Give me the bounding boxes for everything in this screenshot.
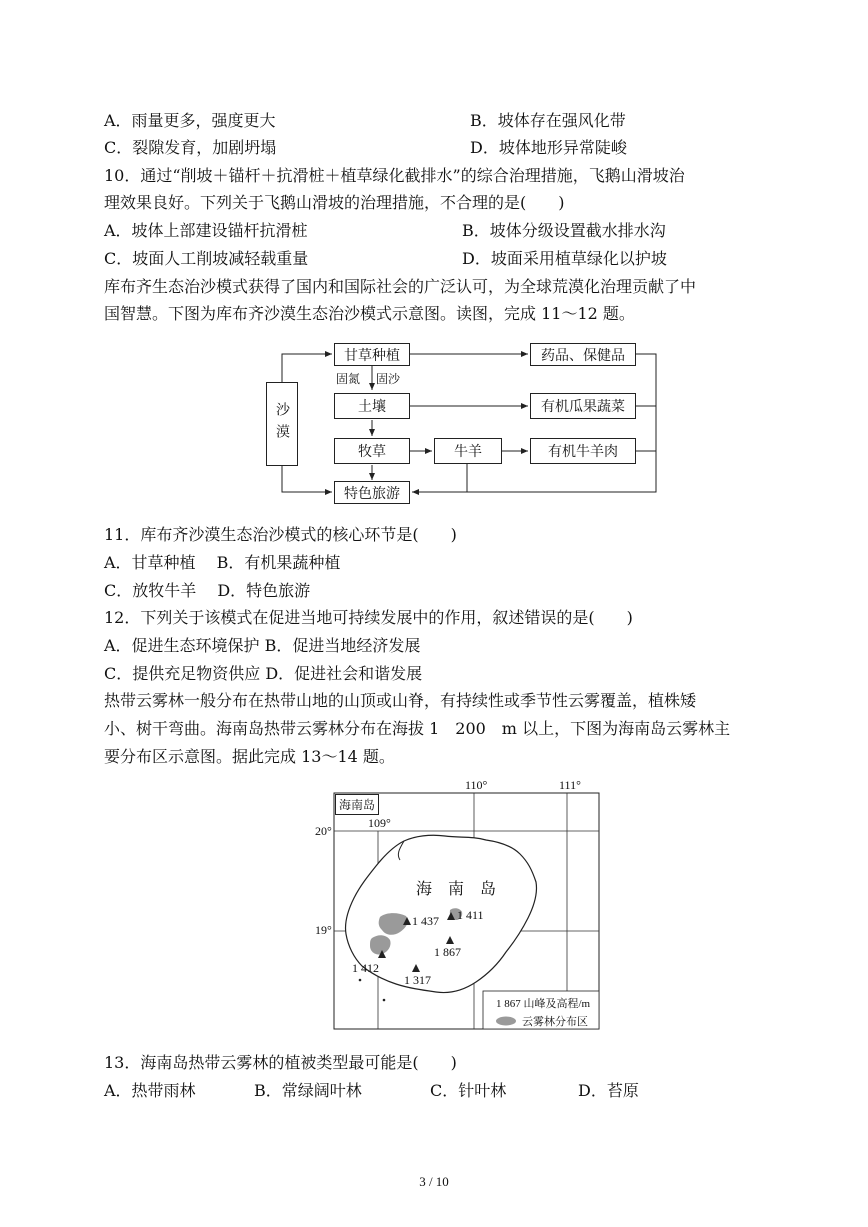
soil-box: 土壤: [334, 393, 410, 419]
longitude-111-label: 111°: [559, 778, 581, 792]
passage-3-line-3: 要分布区示意图。据此完成 13～14 题。: [104, 747, 395, 766]
q11-options-row-1: A．甘草种植 B．有机果蔬种植: [104, 553, 341, 572]
fix-nitrogen-label: 固氮: [336, 372, 361, 386]
q13-stem: 13．海南岛热带云雾林的植被类型最可能是( ): [104, 1053, 457, 1072]
q9-option-a: A．雨量更多，强度更大: [104, 111, 276, 130]
grass-box: 牧草: [334, 438, 410, 464]
hainan-map: [300, 776, 605, 1034]
legend-cloud-label: 云雾林分布区: [522, 1016, 588, 1028]
q11-stem: 11．库布齐沙漠生态治沙模式的核心环节是( ): [104, 525, 457, 544]
organic-veg-box: 有机瓜果蔬菜: [530, 393, 636, 419]
peak-1317-label: 1 317: [404, 973, 431, 987]
q12-stem: 12．下列关于该模式在促进当地可持续发展中的作用，叙述错误的是( ): [104, 608, 633, 627]
kubuqi-diagram: [262, 340, 662, 500]
q11-options-row-2: C．放牧牛羊 D．特色旅游: [104, 581, 311, 600]
q9-option-b: B．坡体存在强风化带: [470, 111, 626, 130]
q9-option-c: C．裂隙发育，加剧坍塌: [104, 138, 277, 157]
peak-1437-label: 1 437: [412, 914, 439, 928]
peak-1411-label: 1 411: [457, 908, 484, 922]
licorice-box: 甘草种植: [334, 343, 410, 366]
fix-sand-label: 固沙: [376, 372, 401, 386]
passage-3-line-1: 热带云雾林一般分布在热带山地的山顶或山脊，有持续性或季节性云雾覆盖，植株矮: [104, 691, 697, 710]
cattle-box: 牛羊: [434, 438, 502, 464]
organic-meat-box: 有机牛羊肉: [530, 438, 636, 464]
q10-stem-line-2: 理效果良好。下列关于飞鹅山滑坡的治理措施，不合理的是( ): [104, 193, 565, 212]
page-number: 3 / 10: [419, 1174, 449, 1189]
passage-2-line-1: 库布齐生态治沙模式获得了国内和国际社会的广泛认可，为全球荒漠化治理贡献了中: [104, 277, 697, 296]
medicine-box: 药品、保健品: [530, 343, 636, 366]
latitude-20-label: 20°: [315, 824, 332, 838]
latitude-19-label: 19°: [315, 923, 332, 937]
q10-option-d: D．坡面采用植草绿化以护坡: [462, 249, 667, 268]
q13-option-b: B．常绿阔叶林: [254, 1081, 362, 1100]
peak-1867-label: 1 867: [434, 945, 461, 959]
q13-option-d: D．苔原: [578, 1081, 639, 1100]
q13-option-a: A．热带雨林: [104, 1081, 196, 1100]
q10-option-c: C．坡面人工削坡减轻载重量: [104, 249, 309, 268]
q12-options-row-1: A．促进生态环境保护 B．促进当地经济发展: [104, 636, 421, 655]
q12-options-row-2: C．提供充足物资供应 D．促进社会和谐发展: [104, 664, 423, 683]
q9-option-d: D．坡体地形异常陡峻: [470, 138, 627, 157]
legend-peak-label: 1 867 山峰及高程/m: [496, 998, 591, 1010]
longitude-109-label: 109°: [368, 816, 391, 830]
q10-stem-line-1: 10．通过“削坡＋锚杆＋抗滑桩＋植草绿化截排水”的综合治理措施，飞鹅山滑坡治: [104, 166, 685, 185]
passage-3-line-2: 小、树干弯曲。海南岛热带云雾林分布在海拔 1 200 m 以上，下图为海南岛云雾林主: [104, 719, 731, 738]
island-name-label: 海 南 岛: [416, 879, 497, 898]
q13-option-c: C．针叶林: [430, 1081, 507, 1100]
q10-option-a: A．坡体上部建设锚杆抗滑桩: [104, 221, 308, 240]
desert-label: 沙漠: [274, 402, 290, 446]
map-title: 海南岛: [335, 794, 379, 815]
passage-2-line-2: 国智慧。下图为库布齐沙漠生态治沙模式示意图。读图，完成 11～12 题。: [104, 304, 635, 323]
q10-option-b: B．坡体分级设置截水排水沟: [462, 221, 666, 240]
peak-1412-label: 1 412: [352, 961, 379, 975]
tourism-box: 特色旅游: [334, 481, 410, 504]
desert-box: [266, 382, 298, 466]
longitude-110-label: 110°: [465, 778, 488, 792]
